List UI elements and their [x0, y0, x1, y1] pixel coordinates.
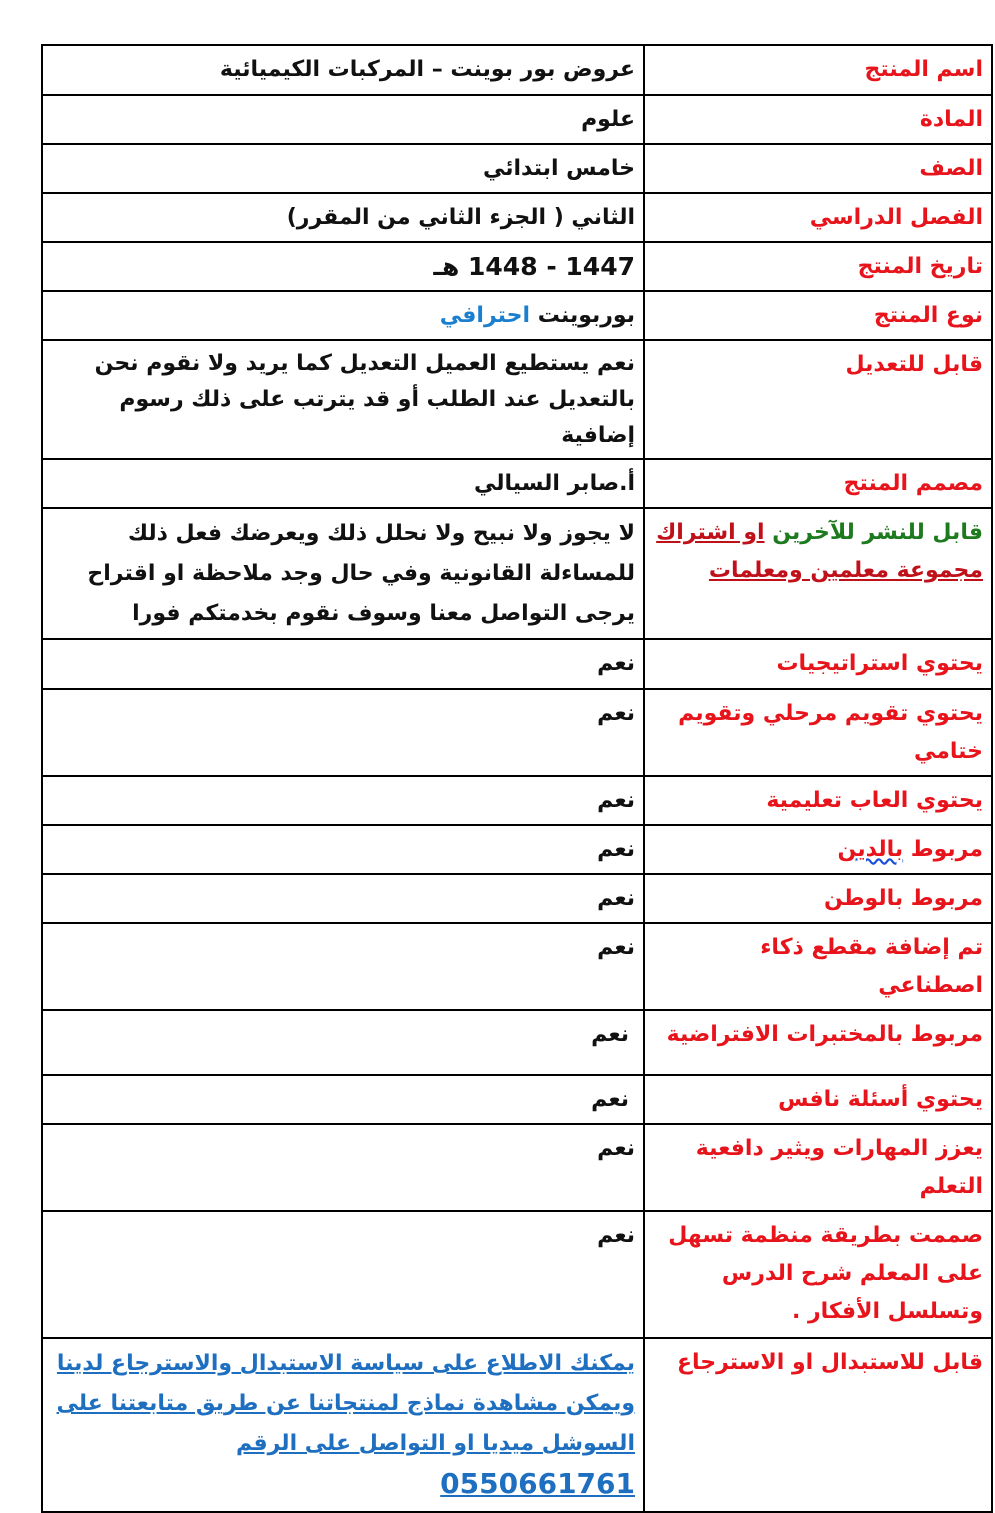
- table-row: [42, 1075, 992, 1124]
- label-product-name: اسم المنتج: [644, 45, 992, 95]
- label-grade: الصف: [644, 144, 992, 193]
- label-product-date: تاريخ المنتج: [644, 242, 992, 291]
- label-skills: يعزز المهارات ويثير دافعية التعلم: [644, 1124, 992, 1211]
- return-policy-link[interactable]: يمكنك الاطلاع على سياسة الاستبدال والاسترجاع لدينا ويمكن مشاهدة نماذج لمنتجاتنا عن طريق متابعتنا على السوشل ميديا او التواصل على الرقم: [56, 1351, 635, 1456]
- table-row: [42, 95, 992, 144]
- product-info-table: [41, 44, 993, 1513]
- product-type-highlight: احترافي: [439, 303, 531, 328]
- value-product-name: عروض بور بوينت – المركبات الكيميائية: [42, 45, 644, 95]
- value-organized-design: نعم: [42, 1211, 644, 1338]
- label-religion: [644, 825, 992, 874]
- publishable-others: للآخرين: [772, 520, 855, 545]
- table-row: [42, 459, 992, 508]
- label-homeland: مربوط بالوطن: [644, 874, 992, 923]
- label-assessment: يحتوي تقويم مرحلي وتقويم ختامي: [644, 689, 992, 776]
- table-row: [42, 1211, 992, 1338]
- value-product-date: 1447 - 1448 هـ: [42, 242, 644, 291]
- value-return-policy: [42, 1338, 644, 1512]
- publishable-text: قابل للنشر: [862, 520, 983, 545]
- religion-word: بالدين: [837, 837, 904, 862]
- label-ai-clip: تم إضافة مقطع ذكاء اصطناعي: [644, 923, 992, 1010]
- label-organized-design: صممت بطريقة منظمة تسهل على المعلم شرح الدرس وتسلسل الأفكار .: [644, 1211, 992, 1338]
- table-row: [42, 776, 992, 825]
- table-row: [42, 193, 992, 242]
- value-virtual-labs: نعم: [42, 1010, 644, 1075]
- value-religion: نعم: [42, 825, 644, 874]
- table-row: [42, 1338, 992, 1512]
- value-designer: أ.صابر السيالي: [42, 459, 644, 508]
- table-row: [42, 1124, 992, 1211]
- value-subject: علوم: [42, 95, 644, 144]
- label-publishable: [644, 508, 992, 639]
- value-homeland: نعم: [42, 874, 644, 923]
- table-row: [42, 639, 992, 689]
- table-row: [42, 689, 992, 776]
- value-assessment: نعم: [42, 689, 644, 776]
- label-product-type: نوع المنتج: [644, 291, 992, 340]
- value-skills: نعم: [42, 1124, 644, 1211]
- product-type-text: بوربوينت: [537, 303, 635, 328]
- table-row: [42, 144, 992, 193]
- label-return-policy: قابل للاستبدال او الاسترجاع: [644, 1338, 992, 1512]
- label-editable: قابل للتعديل: [644, 340, 992, 459]
- table-row: [42, 923, 992, 1010]
- label-nafs-questions: يحتوي أسئلة نافس: [644, 1075, 992, 1124]
- label-semester: الفصل الدراسي: [644, 193, 992, 242]
- table-row: [42, 242, 992, 291]
- value-grade: خامس ابتدائي: [42, 144, 644, 193]
- label-virtual-labs: مربوط بالمختبرات الافتراضية: [644, 1010, 992, 1075]
- table-row: [42, 1010, 992, 1075]
- label-games: يحتوي العاب تعليمية: [644, 776, 992, 825]
- value-semester: الثاني ( الجزء الثاني من المقرر): [42, 193, 644, 242]
- publishable-subscription: او اشتراك مجموعة معلمين ومعلمات: [656, 520, 983, 583]
- value-editable: نعم يستطيع العميل التعديل كما يريد ولا نقوم نحن بالتعديل عند الطلب أو قد يترتب على ذلك رسوم إضافية: [42, 340, 644, 459]
- label-strategies: يحتوي استراتيجيات: [644, 639, 992, 689]
- value-strategies: نعم: [42, 639, 644, 689]
- label-subject: المادة: [644, 95, 992, 144]
- table-row: [42, 340, 992, 459]
- table-row: [42, 508, 992, 639]
- contact-phone[interactable]: 0550661761: [440, 1467, 635, 1500]
- value-product-type: [42, 291, 644, 340]
- label-designer: مصمم المنتج: [644, 459, 992, 508]
- value-publishable: لا يجوز ولا نبيح ولا نحلل ذلك ويعرضك فعل ذلك للمساءلة القانونية وفي حال وجد ملاحظة او اقتراح يرجى التواصل معنا وسوف نقوم بخدمتكم فورا: [42, 508, 644, 639]
- value-nafs-questions: نعم: [42, 1075, 644, 1124]
- value-games: نعم: [42, 776, 644, 825]
- table-row: [42, 45, 992, 95]
- religion-prefix: مربوط: [910, 837, 983, 862]
- value-ai-clip: نعم: [42, 923, 644, 1010]
- table-row: [42, 825, 992, 874]
- table-row: [42, 291, 992, 340]
- table-row: [42, 874, 992, 923]
